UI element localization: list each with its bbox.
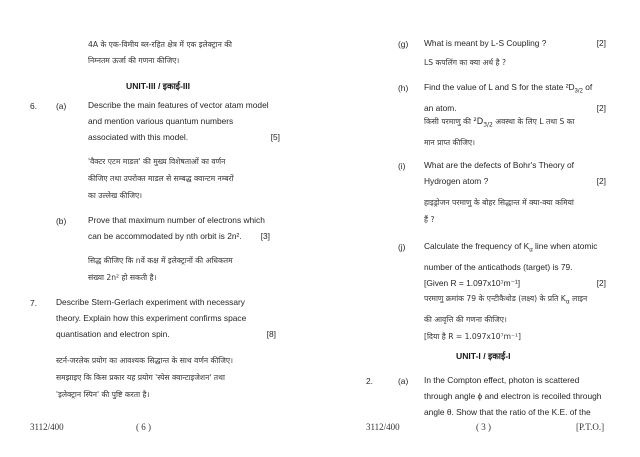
intro-line-1: 4A के एक-विमीय ब्ल-रहित क्षेत्र में एक इलेक्ट्रान की — [88, 40, 233, 49]
q7-line: theory. Explain how this experiment confirms space — [56, 313, 247, 323]
qj-line: Calculate the frequency of $K_\alpha$ line when atomic — [424, 241, 598, 254]
qg-hindi: LS कपलिंग का क्या अर्थ है ? — [424, 58, 507, 67]
q6a-hindi-line: 'वैक्टर एटम माडल' की मुख्य विशेषताओं का वर्णन — [88, 157, 226, 166]
qh-text — [424, 79, 620, 116]
qh-line: Find the value of L and S for the state $^2D_{3/2}$ of — [424, 82, 593, 95]
q7-hindi-line: स्टर्न-जरलेक प्रयोग का आवश्यक सिद्धान्त के साथ वर्णन कीजिए। — [56, 356, 233, 365]
right-footer-pto: [P.T.O.] — [576, 422, 605, 432]
unit-iii-heading: UNIT-III / इकाई-III — [126, 81, 191, 91]
qj-label: (j) — [398, 242, 406, 252]
q7-line: quantisation and electron spin. [8] — [56, 326, 276, 342]
q6a-marks: [5] — [270, 132, 280, 142]
qi-text — [424, 157, 606, 189]
q6b-hindi — [88, 252, 278, 286]
qj-hindi-line: की आवृत्ति की गणना कीजिए। — [424, 314, 507, 324]
qh-marks: [2] — [596, 102, 606, 113]
q6a-hindi-line: का उल्लेख कीजिए। — [88, 191, 143, 200]
q6b-line: Prove that maximum number of electrons which — [88, 215, 265, 225]
qh-hindi — [424, 113, 614, 151]
q2-number: 2. — [366, 376, 373, 386]
q6-number: 6. — [30, 101, 37, 111]
q7-text — [56, 294, 276, 342]
qj-hindi — [424, 290, 620, 345]
qi-hindi — [424, 194, 616, 228]
q6b-marks: [3] — [260, 231, 270, 241]
right-footer-code: 3112/400 — [366, 422, 400, 432]
q6b-hindi-line: सिद्ध कीजिए कि nवें कक्ष में इलेक्ट्रानों की अधिकतम — [88, 256, 233, 265]
qj-line: [Given R = 1.097x10⁷m⁻¹] [2] — [424, 275, 606, 291]
qi-marks: [2] — [596, 176, 606, 186]
q2a-text — [424, 372, 620, 420]
q2a-label: (a) — [398, 376, 409, 386]
qh-hindi-line: मान प्राप्त कीजिए। — [424, 137, 475, 147]
qg-label: (g) — [398, 39, 409, 49]
qj-hindi-line: [दिया है R = 1.097x10⁷m⁻¹] — [424, 331, 522, 341]
q2a-line: angle θ. Show that the ratio of the K.E. of the — [424, 407, 591, 417]
q6b-line: can be accommodated by nth orbit is 2n². [3] — [88, 228, 270, 244]
right-page — [320, 0, 640, 457]
qi-line: What are the defects of Bohr's Theory of — [424, 160, 574, 170]
unit-i-heading: UNIT-I / इकाई-I — [456, 351, 511, 361]
qg-marks: [2] — [596, 38, 606, 48]
left-footer-page: ( 6 ) — [136, 422, 151, 432]
q6a-hindi-line: कीजिए तथा उपरोक्त माडल से सम्बद्ध क्वान्टम नम्बरों — [88, 174, 234, 183]
qj-hindi-line: परमाणु क्रमांक 79 के एन्टीकैथोड (लक्ष्य) के प्रति $K_\alpha$ लाइन — [424, 294, 588, 306]
term-symbol: $^2D_{3/2}$ — [473, 116, 493, 129]
q7-hindi-line: 'इलेक्ट्रान स्पिन' की पुष्टि करता है। — [56, 390, 150, 399]
qh-line: an atom. [2] — [424, 100, 606, 116]
qi-hindi-line: हाइड्रोजन परमाणु के बोहर सिद्धान्त में क्या-क्या कमियां — [424, 198, 574, 207]
q6b-text — [88, 212, 270, 244]
term-symbol: $^2D_{3/2}$ — [565, 82, 583, 95]
left-footer-code: 3112/400 — [30, 422, 64, 432]
q6a-line: associated with this model. [5] — [88, 129, 280, 145]
q2a-line: through angle ϕ and electron is recoiled through — [424, 391, 602, 401]
q2a-line: In the Compton effect, photon is scattered — [424, 375, 580, 385]
right-footer-page: ( 3 ) — [476, 422, 491, 432]
q6b-label: (b) — [56, 216, 67, 226]
q6a-text — [88, 97, 280, 145]
qg-text — [424, 35, 606, 51]
q7-hindi — [56, 352, 292, 403]
q6a-line: Describe the main features of vector atam model — [88, 100, 269, 110]
qi-label: (i) — [398, 161, 406, 171]
q7-hindi-line: समझाइए कि किस प्रकार यह प्रयोग 'स्पेस क्वान्टाइजेशन' तथा — [56, 373, 225, 382]
qg-line: What is meant by L-S Coupling ? [2] — [424, 35, 606, 51]
qj-text — [424, 238, 620, 291]
qj-line: number of the anticathods (target) is 79. — [424, 261, 573, 272]
q6a-line: and mention various quantum numbers — [88, 116, 234, 126]
qi-hindi-line: हैं ? — [424, 215, 435, 224]
q6a-hindi — [88, 153, 284, 204]
qi-line: Hydrogen atom ? [2] — [424, 173, 606, 189]
q7-marks: [8] — [266, 329, 276, 339]
q6a-label: (a) — [56, 101, 67, 111]
qj-marks: [2] — [596, 277, 606, 288]
q7-line: Describe Stern-Gerlach experiment with necessary — [56, 297, 245, 307]
q6b-hindi-line: संख्या 2n² हो सकती है। — [88, 273, 157, 282]
intro-line-2: निम्नतम ऊर्जा की गणना कीजिए। — [88, 56, 180, 65]
qh-label: (h) — [398, 83, 409, 93]
q7-number: 7. — [30, 298, 37, 308]
qh-hindi-line: किसी परमाणु की $^2D_{3/2}$ अवस्था के लिए L तथा S का — [424, 116, 575, 129]
